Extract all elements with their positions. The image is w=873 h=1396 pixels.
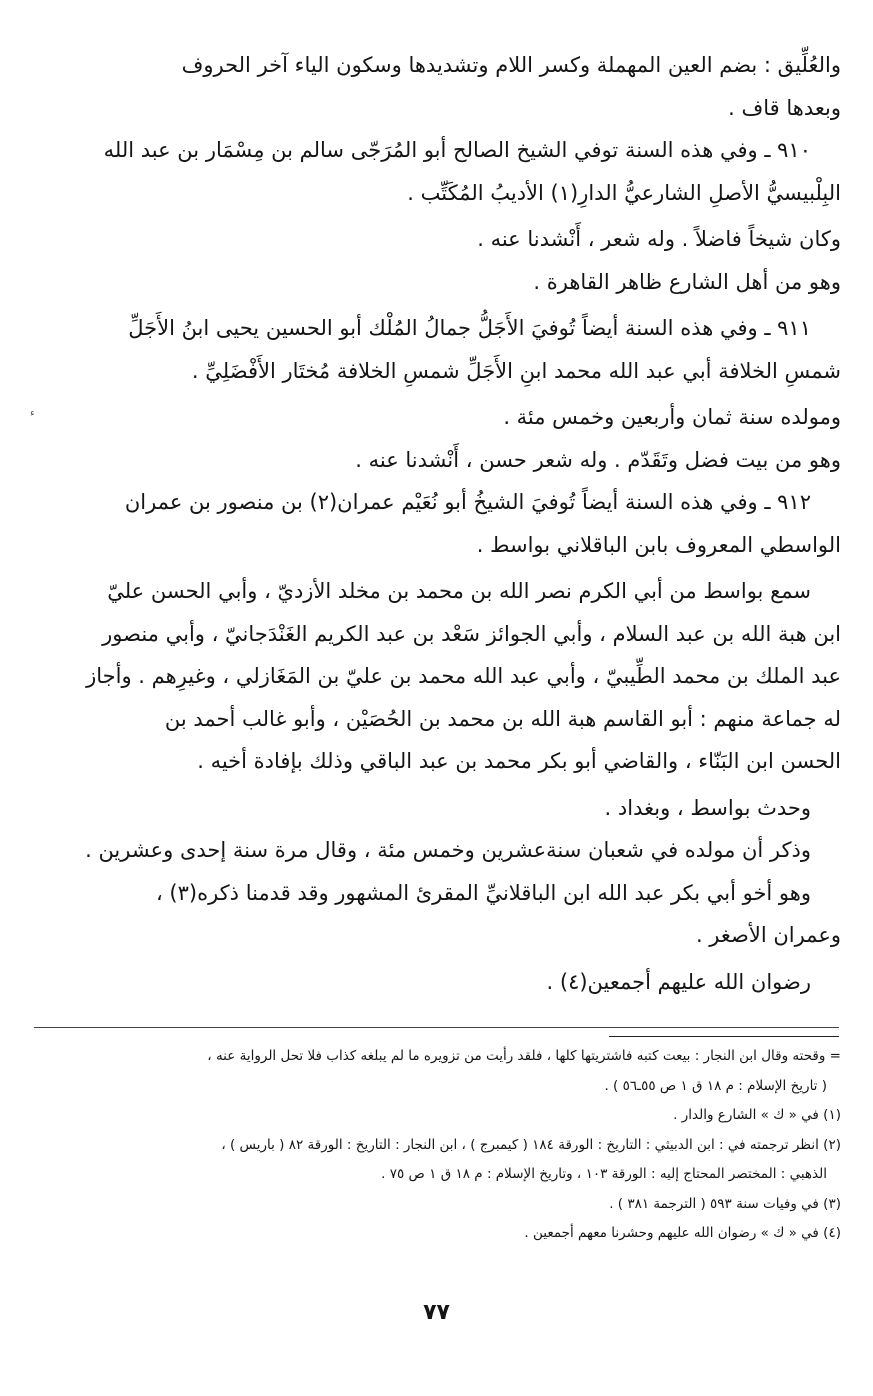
footnote-2: (٢) انظر ترجمته في : ابن الدبيثي : التاريخ : الورقة ١٨٤ ( كيمبرج ) ، ابن النجار : التاريخ : الورقة ٨٢ ( باريس ) ، <box>221 1136 841 1153</box>
entry-910-heading: ٩١٠ ـ وفي هذه السنة توفي الشيخ الصالح أبو المُرَجّى سالم بن مِسْمَار بن عبد الله <box>103 138 811 162</box>
margin-mark: ء <box>30 408 35 419</box>
entry-911-heading: ٩١١ ـ وفي هذه السنة أيضاً تُوفيَ الأَجَلُّ جمالُ المُلْك أبو الحسين يحيى ابنُ الأَجَلِّ <box>128 316 811 340</box>
footnotes-block <box>31 1042 841 1249</box>
text-line: الواسطي المعروف بابن الباقلاني بواسط . <box>476 532 841 557</box>
main-text-block <box>69 44 841 1003</box>
footnote-1: (١) في « ك » الشارع والدار . <box>673 1107 841 1123</box>
text-line: عبد الملك بن محمد الطِّيبيّ ، وأبي عبد الله محمد بن عليّ بن المَغَازلي ، وغيرِهم . وأجاز <box>86 664 841 688</box>
text-line: له جماعة منهم : أبو القاسم هبة الله بن محمد بن الحُصَيْن ، وأبو غالب أحمد بن <box>164 706 841 731</box>
entry-912-heading: ٩١٢ ـ وفي هذه السنة أيضاً تُوفيَ الشيخُ أبو نُعَيْم عمران(٢) بن منصور بن عمران <box>124 490 811 514</box>
text-line: ومولده سنة ثمان وأربعين وخمس مئة . <box>503 405 841 429</box>
text-line: وبعدها قاف . <box>728 95 841 120</box>
closing-underline <box>609 1036 839 1037</box>
text-line: وذكر أن مولده في شعبان سنةعشرين وخمس مئة ، وقال مرة سنة إحدى وعشرين . <box>85 838 811 862</box>
text-line: وكان شيخاً فاضلاً . وله شعر ، أَنْشدنا عنه . <box>477 227 841 251</box>
footnote-3: (٣) في وفيات سنة ٥٩٣ ( الترجمة ٣٨١ ) . <box>609 1195 841 1212</box>
footnote-divider <box>34 1027 839 1028</box>
text-line: وهو من بيت فضل وتَقَدّم . وله شعر حسن ، أَنْشدنا عنه . <box>355 447 841 472</box>
text-line: البِلْبيسيُّ الأصلِ الشارعيُّ الدارِ(١) الأديبُ المُكَتِّب . <box>407 180 841 205</box>
closing-line: رضوان الله عليهم أجمعين(٤) . <box>546 969 811 994</box>
footnote-line: = وقحته وقال ابن النجار : بيعت كتبه فاشتريتها كلها ، فلقد رأيت من تزويره ما لم يبلغه كذاب فلا تحل الرواية عنه ، <box>207 1048 841 1064</box>
text-line: ابن هبة الله بن عبد السلام ، وأبي الجوائز سَعْد بن عبد الكريم الغَنْدَجانيّ ، وأبي منصور <box>102 621 841 646</box>
footnote-line: الذهبي : المختصر المحتاج إليه : الورقة ١٠٣ ، وتاريخ الإسلام : م ١٨ ق ١ ص ٧٥ . <box>381 1166 827 1182</box>
page-number: ٧٧ <box>423 1300 450 1325</box>
text-line: وهو من أهل الشارع ظاهر القاهرة . <box>533 269 841 294</box>
text-line: والعُلِّيق : بضم العين المهملة وكسر اللام وتشديدها وسكون الياء آخر الحروف <box>181 53 841 77</box>
text-line: وعمران الأصغر . <box>695 923 841 947</box>
text-line: وهو أخو أبي بكر عبد الله ابن الباقلانيِّ المقرئ المشهور وقد قدمنا ذكره(٣) ، <box>155 880 811 905</box>
footnote-4: (٤) في « ك » رضوان الله عليهم وحشرنا معهم أجمعين . <box>524 1225 841 1241</box>
text-line: وحدث بواسط ، وبغداد . <box>604 795 811 820</box>
text-line: شمسِ الخلافة أبي عبد الله محمد ابنِ الأَجَلِّ شمسِ الخلافة مُختَار الأَفْضَلِيِّ . <box>191 358 841 383</box>
footnote-line: ( تاريخ الإسلام : م ١٨ ق ١ ص ٥٥ـ٥٦ ) . <box>604 1077 827 1094</box>
text-line: سمع بواسط من أبي الكرم نصر الله بن محمد بن مخلد الأزديّ ، وأبي الحسن عليّ <box>107 579 811 603</box>
text-line: الحسن ابن البَنّاء ، والقاضي أبو بكر محمد بن عبد الباقي وذلك بإفادة أخيه . <box>197 749 841 773</box>
